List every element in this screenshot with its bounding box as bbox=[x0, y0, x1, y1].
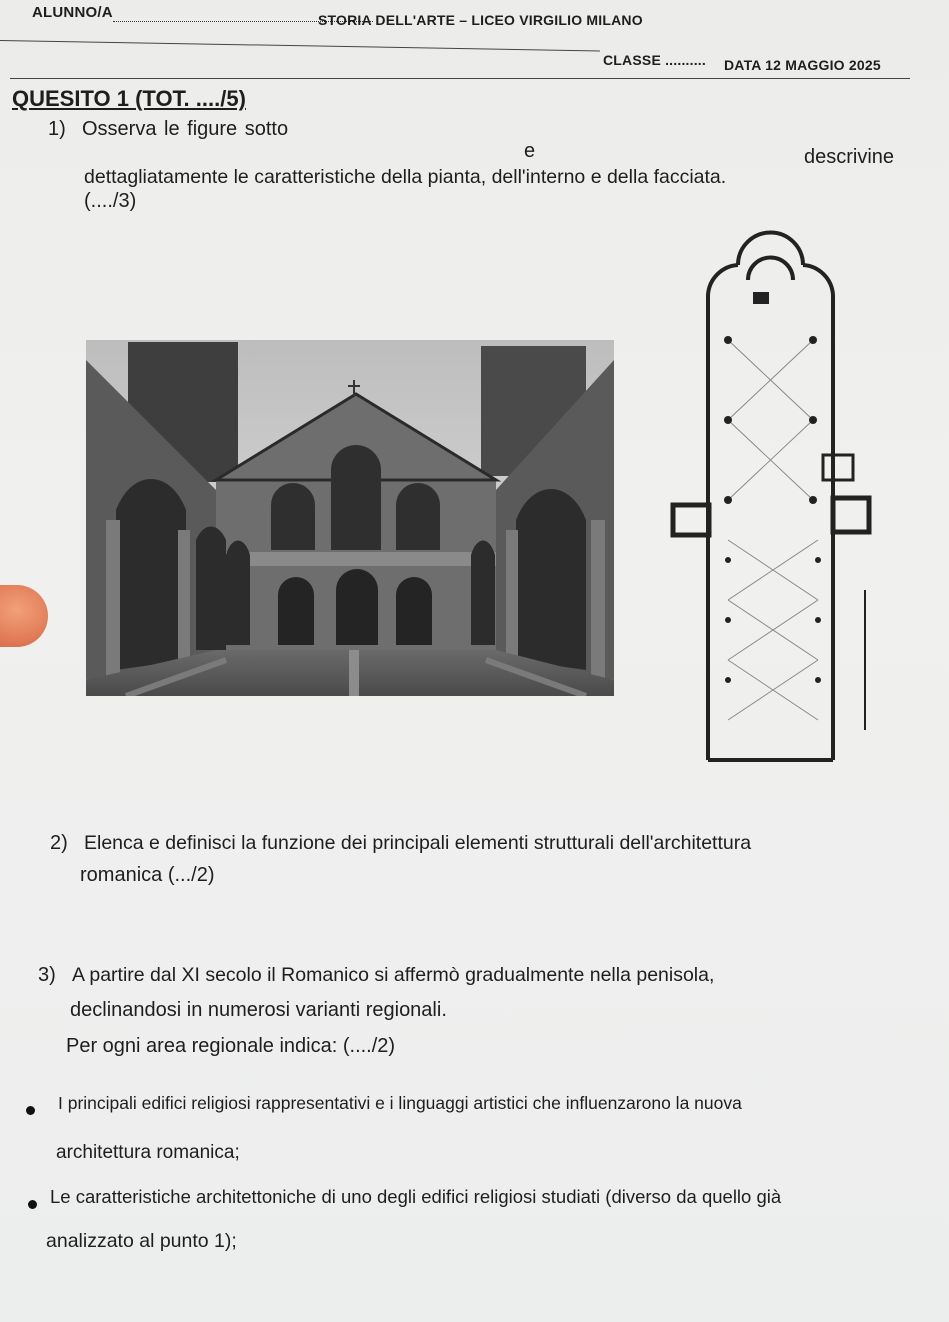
item-1-number: 1) bbox=[48, 118, 66, 140]
bullet-1-line2: architettura romanica; bbox=[56, 1142, 240, 1163]
item-3-line3: Per ogni area regionale indica: (..../2) bbox=[66, 1035, 396, 1057]
bullet-2-dot bbox=[28, 1200, 37, 1209]
question-title: QUESITO 1 (TOT. ..../5) bbox=[12, 86, 246, 111]
subject-header: STORIA DELL'ARTE – LICEO VIRGILIO MILANO bbox=[318, 12, 643, 28]
class-label: CLASSE .......... bbox=[603, 52, 706, 68]
church-floor-plan bbox=[668, 220, 878, 765]
item-1-line1a: Osserva le figure sotto bbox=[82, 118, 289, 140]
bullet-2-line1: Le caratteristiche architettoniche di uno degli edifici religiosi studiati (diverso da quello già bbox=[50, 1186, 782, 1207]
atrium-church-facade-photo bbox=[86, 340, 614, 696]
item-1-line2: dettagliatamente le caratteristiche della pianta, dell'interno e della facciata. bbox=[84, 166, 727, 188]
item-3-line1: A partire dal XI secolo il Romanico si affermò gradualmente nella penisola, bbox=[72, 964, 715, 986]
item-2-line1: Elenca e definisci la funzione dei principali elementi strutturali dell'architettura bbox=[84, 832, 752, 854]
item-3-number: 3) bbox=[38, 964, 56, 986]
bullet-1-line1: I principali edifici religiosi rappresentativi e i linguaggi artistici che influenzarono la nuova bbox=[58, 1093, 742, 1113]
bullet-2-line2: analizzato al punto 1); bbox=[46, 1230, 237, 1252]
item-1-score: (..../3) bbox=[84, 190, 137, 212]
item-3-line2: declinandosi in numerosi varianti regionali. bbox=[70, 999, 447, 1021]
item-2-line2: romanica (.../2) bbox=[80, 864, 215, 886]
bullet-1-dot bbox=[26, 1106, 35, 1115]
item-1-line1b: e bbox=[524, 140, 536, 162]
class-blank[interactable]: .......... bbox=[665, 52, 706, 68]
item-1-line1c: descrivine bbox=[804, 146, 895, 168]
header-bottom-rule bbox=[10, 78, 910, 79]
item-2-number: 2) bbox=[50, 832, 68, 854]
student-label: ALUNNO/A bbox=[32, 4, 373, 22]
finger bbox=[0, 585, 48, 647]
header-rule bbox=[0, 40, 600, 51]
date-label: DATA 12 MAGGIO 2025 bbox=[724, 57, 881, 73]
